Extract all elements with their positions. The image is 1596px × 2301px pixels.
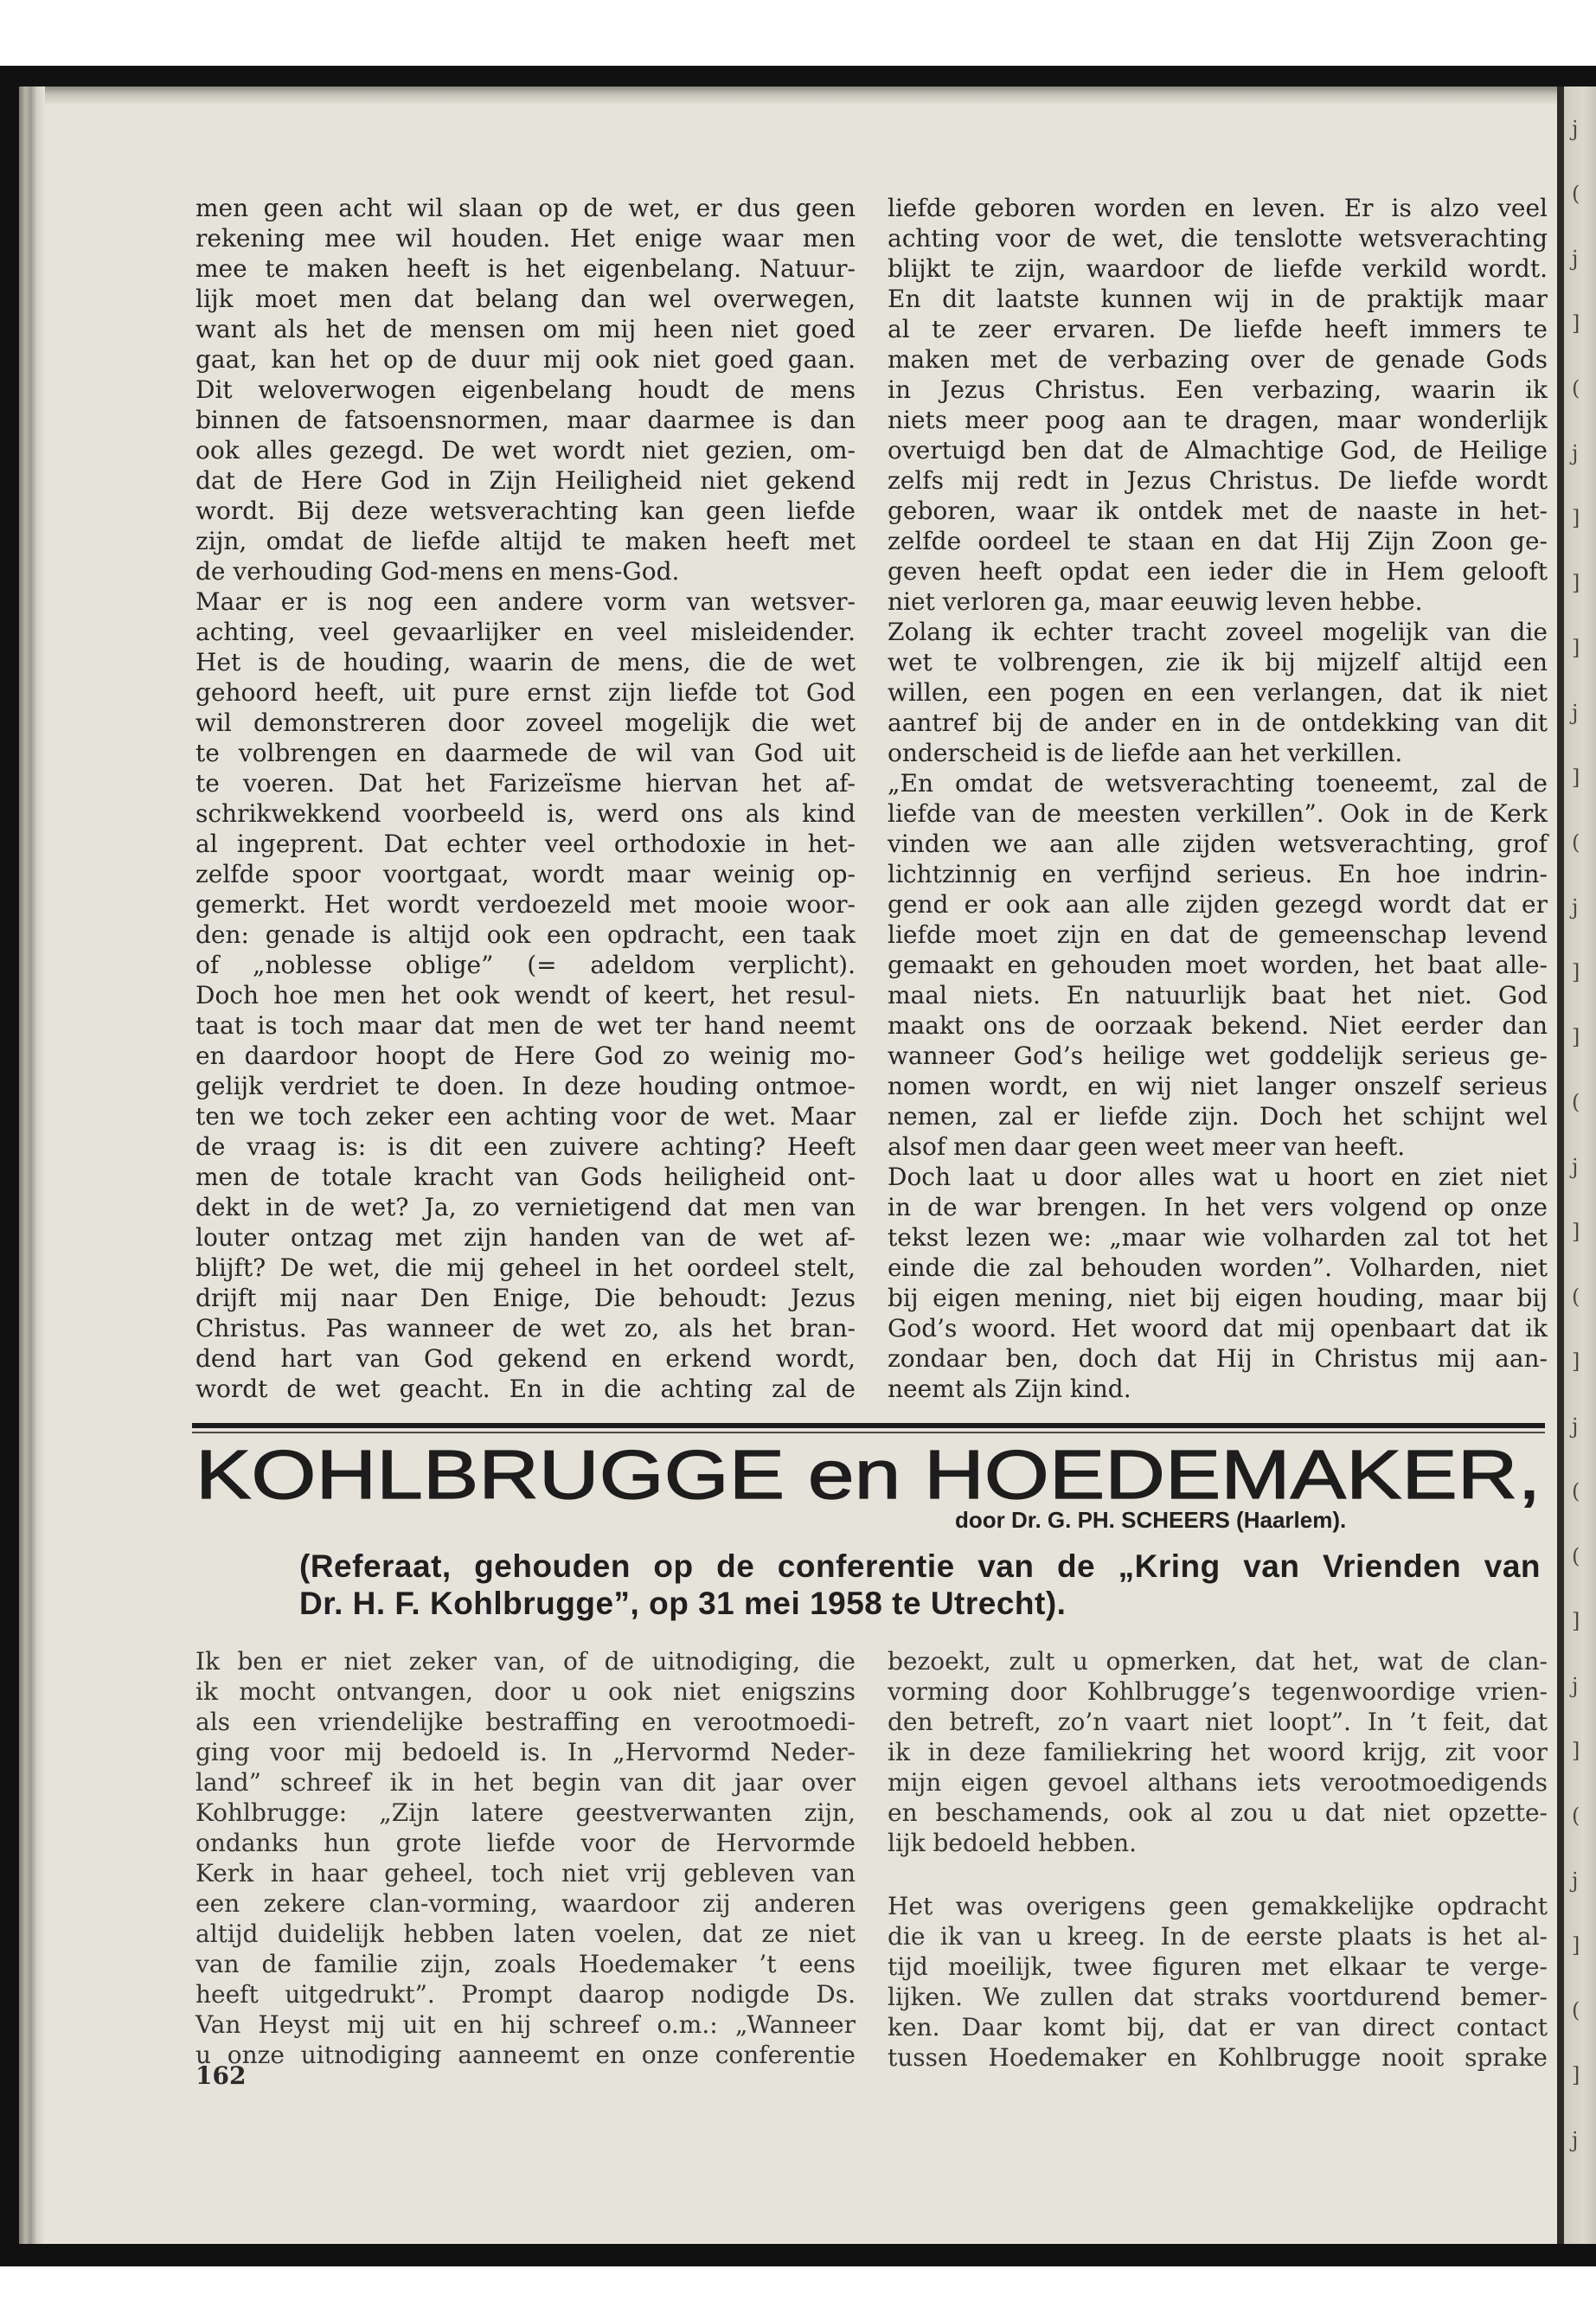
text-line: Christus. Pas wanneer de wet zo, als het bran- — [195, 1314, 856, 1343]
text-line: tekst lezen we: „maar wie volharden zal tot het — [888, 1223, 1548, 1252]
text-line: Maar er is nog een andere vorm van wetsver- — [195, 587, 856, 616]
text-line: zelfde spoor voortgaat, wordt maar weinig op- — [195, 860, 856, 888]
top-right-column — [888, 193, 1548, 1404]
edge-fragment: j — [1572, 117, 1579, 141]
text-line: zelfde oordeel te staan en dat Hij Zijn Zoon ge- — [888, 527, 1548, 555]
edge-fragment: j — [1572, 1674, 1579, 1698]
text-line: en daardoor hoopt de Here God zo weinig mo- — [195, 1042, 856, 1070]
text-line: maken met de verbazing over de genade Gods — [888, 345, 1548, 374]
text-line: vorming door Kohlbrugge’s tegenwoordige vrien- — [888, 1677, 1548, 1706]
text-line: men geen acht wil slaan op de wet, er dus geen — [195, 194, 856, 222]
edge-fragment: ( — [1572, 830, 1580, 855]
article-right-column — [888, 1646, 1548, 2073]
edge-fragment: ] — [1572, 311, 1580, 336]
subtitle-line: (Referaat, gehouden op de conferentie van de „Kring van Vrienden van — [299, 1548, 1541, 1584]
edge-fragment: ( — [1572, 376, 1580, 401]
text-line: ten we toch zeker een achting voor de wet. Maar — [195, 1102, 856, 1131]
edge-fragment: ] — [1572, 1349, 1580, 1374]
edge-fragment: ( — [1572, 1285, 1580, 1309]
text-line: vinden we aan alle zijden wetsverachting, grof — [888, 830, 1548, 858]
text-line: Van Heyst mij uit en hij schreef o.m.: „Wanneer — [195, 2010, 856, 2039]
text-line: al ingeprent. Dat echter veel orthodoxie in het- — [195, 830, 856, 858]
text-line: ik in deze familiekring het woord krijg, zit voor — [888, 1738, 1548, 1766]
text-line: God’s woord. Het woord dat mij openbaart dat ik — [888, 1314, 1548, 1343]
binding-line — [1557, 87, 1564, 2244]
scan-frame-top — [0, 66, 1596, 87]
paragraph — [195, 193, 856, 586]
text-line: men de totale kracht van Gods heiligheid ont- — [195, 1163, 856, 1191]
edge-fragment: ] — [1572, 1739, 1580, 1763]
text-line: rekening mee wil houden. Het enige waar men — [195, 224, 856, 253]
text-line: dekt in de wet? Ja, zo vernietigend dat men van — [195, 1193, 856, 1221]
text-line: zelfs mij redt in Jezus Christus. De liefde wordt — [888, 466, 1548, 495]
text-line: ken. Daar komt bij, dat er van direct contact — [888, 2013, 1548, 2041]
text-line: geboren, waar ik ontdek met de naaste in het- — [888, 497, 1548, 525]
text-line: gemaakt en gehouden moet worden, het baat alle- — [888, 951, 1548, 979]
paragraph — [888, 1646, 1548, 1858]
text-line: lichtzinnig en verfijnd serieus. En hoe indrin- — [888, 860, 1548, 888]
text-line: de vraag is: is dit een zuivere achting? Heeft — [195, 1132, 856, 1161]
edge-fragment: j — [1572, 895, 1579, 920]
text-line: niets meer poog aan te dragen, maar wonderlijk — [888, 406, 1548, 434]
paragraph — [888, 768, 1548, 1162]
text-line: gemerkt. Het wordt verdoezeld met mooie woor- — [195, 890, 856, 919]
paragraph — [195, 586, 856, 1404]
edge-fragment: j — [1572, 247, 1579, 271]
page-edge-top — [19, 87, 1557, 106]
text-line: al te zeer ervaren. De liefde heeft immers te — [888, 315, 1548, 343]
text-line: schrikwekkend voorbeeld is, werd ons als kind — [195, 799, 856, 828]
text-line: maal niets. En natuurlijk baat het niet. God — [888, 981, 1548, 1009]
edge-fragment: ] — [1572, 506, 1580, 530]
text-line: mee te maken heeft is het eigenbelang. Natuur- — [195, 254, 856, 283]
edge-fragment: ] — [1572, 571, 1580, 595]
paragraph — [888, 1891, 1548, 2073]
paragraph — [195, 1646, 856, 2070]
text-line: gaat, kan het op de duur mij ook niet goed gaan. — [195, 345, 856, 374]
text-line: altijd duidelijk hebben laten voelen, dat ze niet — [195, 1920, 856, 1948]
text-line: want als het de mensen om mij heen niet goed — [195, 315, 856, 343]
text-line: liefde van de meesten verkillen”. Ook in de Kerk — [888, 799, 1548, 828]
text-line: aantref bij de ander en in de ontdekking van dit — [888, 708, 1548, 737]
facing-page-edge — [1564, 87, 1596, 2244]
section-rule-thin — [192, 1432, 1545, 1433]
text-line: lijk moet men dat belang dan wel overwegen, — [195, 285, 856, 313]
text-line: gend er ook aan alle zijden gezegd wordt dat er — [888, 890, 1548, 919]
text-line: u onze uitnodiging aanneemt en onze conferentie — [195, 2041, 856, 2069]
text-line: bij eigen mening, niet bij eigen houding, maar bij — [888, 1284, 1548, 1312]
edge-fragment: j — [1572, 441, 1579, 465]
text-line: wanneer God’s heilige wet goddelijk serieus ge- — [888, 1042, 1548, 1070]
edge-fragment: ( — [1572, 182, 1580, 206]
text-line: of „noblesse oblige” (= adeldom verplicht). — [195, 951, 856, 979]
article-left-column — [195, 1646, 856, 2070]
text-line: Doch laat u door alles wat u hoort en ziet niet — [888, 1163, 1548, 1191]
subtitle-line: Dr. H. F. Kohlbrugge”, op 31 mei 1958 te Utrecht). — [299, 1586, 1067, 1621]
edge-fragment: j — [1572, 701, 1579, 725]
text-line: Ik ben er niet zeker van, of de uitnodiging, die — [195, 1647, 856, 1676]
edge-fragment: ] — [1572, 1933, 1580, 1958]
edge-fragment: ] — [1572, 960, 1580, 984]
text-line: en beschamends, ook al zou u dat niet opzette- — [888, 1798, 1548, 1827]
article-headline: KOHLBRUGGE en HOEDEMAKER, — [195, 1436, 1542, 1513]
text-line: blijft? De wet, die mij geheel in het oordeel stelt, — [195, 1253, 856, 1282]
edge-fragment: ( — [1572, 1998, 1580, 2022]
text-line: Dit weloverwogen eigenbelang houdt de mens — [195, 375, 856, 404]
text-line: louter ontzag met zijn handen van de wet af- — [195, 1223, 856, 1252]
text-line: achting, veel gevaarlijker en veel misleidender. — [195, 618, 856, 646]
article-byline: door Dr. G. PH. SCHEERS (Haarlem). — [955, 1507, 1347, 1533]
text-line: wil demonstreren door zoveel mogelijk die wet — [195, 708, 856, 737]
paragraph — [888, 193, 1548, 617]
text-line: geven heeft opdat een ieder die in Hem gelooft — [888, 557, 1548, 586]
text-line: van de familie zijn, zoals Hoedemaker ’t eens — [195, 1950, 856, 1978]
edge-fragment: j — [1572, 1414, 1579, 1439]
text-line: Het is de houding, waarin de mens, die de wet — [195, 648, 856, 676]
edge-fragment: ( — [1572, 1544, 1580, 1568]
text-line: taat is toch maar dat men de wet ter hand neemt — [195, 1011, 856, 1040]
text-line: tijd moeilijk, twee figuren met elkaar te verge- — [888, 1952, 1548, 1981]
text-line: in de war brengen. In het vers volgend op onze — [888, 1193, 1548, 1221]
text-line: den betreft, zo’n vaart niet loopt”. In ’t feit, dat — [888, 1708, 1548, 1736]
text-line: in Jezus Christus. Een verbazing, waarin ik — [888, 375, 1548, 404]
text-line: Kohlbrugge: „Zijn latere geestverwanten zijn, — [195, 1798, 856, 1827]
text-line: land” schreef ik in het begin van dit jaar over — [195, 1768, 856, 1797]
text-line: te volbrengen en daarmede de wil van God uit — [195, 739, 856, 767]
text-line: En dit laatste kunnen wij in de praktijk maar — [888, 285, 1548, 313]
paragraph — [888, 1162, 1548, 1404]
text-line: gelijk verdriet te doen. In deze houding ontmoe- — [195, 1072, 856, 1100]
text-line: ondanks hun grote liefde voor de Hervormde — [195, 1829, 856, 1857]
text-line: die ik van u kreeg. In de eerste plaats is het al- — [888, 1922, 1548, 1951]
text-line: liefde geboren worden en leven. Er is alzo veel — [888, 194, 1548, 222]
edge-fragment: ( — [1572, 1090, 1580, 1114]
page-edge-left — [19, 87, 45, 2244]
edge-fragment: ] — [1572, 1609, 1580, 1633]
paragraph — [888, 617, 1548, 768]
text-line: bezoekt, zult u opmerken, dat het, wat de clan- — [888, 1647, 1548, 1676]
edge-fragment: ( — [1572, 1804, 1580, 1828]
text-line: ging voor mij bedoeld is. In „Hervormd Neder- — [195, 1738, 856, 1766]
edge-fragment: ] — [1572, 766, 1580, 790]
top-left-column — [195, 193, 856, 1404]
scan-frame-bottom — [0, 2244, 1596, 2266]
text-line: mijn eigen gevoel althans iets verootmoedigends — [888, 1768, 1548, 1797]
text-line: niet verloren ga, maar eeuwig leven hebbe. — [888, 587, 1423, 616]
text-line: zijn, omdat de liefde altijd te maken heeft met — [195, 527, 856, 555]
text-line: als een vriendelijke bestraffing en verootmoedi- — [195, 1708, 856, 1736]
text-line: neemt als Zijn kind. — [888, 1375, 1131, 1403]
text-line: wordt. Bij deze wetsverachting kan geen liefde — [195, 497, 856, 525]
text-line: „En omdat de wetsverachting toeneemt, zal de — [888, 769, 1548, 798]
scan-frame-left — [0, 66, 19, 2266]
article-subtitle — [299, 1548, 1541, 1622]
text-line: dat de Here God in Zijn Heiligheid niet gekend — [195, 466, 856, 495]
edge-fragment: ] — [1572, 1025, 1580, 1049]
text-line: ook alles gezegd. De wet wordt niet gezien, om- — [195, 436, 856, 465]
text-line: te voeren. Dat het Farizeïsme hiervan het af- — [195, 769, 856, 798]
text-line: Het was overigens geen gemakkelijke opdracht — [888, 1892, 1548, 1920]
text-line: een zekere clan-vorming, waardoor zij anderen — [195, 1889, 856, 1918]
edge-fragment: ] — [1572, 1220, 1580, 1244]
edge-fragment: ] — [1572, 2063, 1580, 2087]
text-line: onderscheid is de liefde aan het verkillen. — [888, 739, 1403, 767]
edge-fragment: j — [1572, 2128, 1579, 2152]
text-line: dend hart van God gekend en erkend wordt, — [195, 1344, 856, 1373]
text-line: binnen de fatsoensnormen, maar daarmee is dan — [195, 406, 856, 434]
text-line: wordt de wet geacht. En in die achting zal de — [195, 1375, 856, 1403]
text-line: liefde moet zijn en dat de gemeenschap levend — [888, 920, 1548, 949]
text-line: nemen, zal er liefde zijn. Doch het schijnt wel — [888, 1102, 1548, 1131]
text-line: gehoord heeft, uit pure ernst zijn liefde tot God — [195, 678, 856, 707]
section-rule — [192, 1423, 1545, 1428]
text-line: wet te volbrengen, zie ik bij mijzelf altijd een — [888, 648, 1548, 676]
text-line: overtuigd ben dat de Almachtige God, de Heilige — [888, 436, 1548, 465]
text-line: drijft mij naar Den Enige, Die behoudt: Jezus — [195, 1284, 856, 1312]
text-line: einde die zal behouden worden”. Volharden, niet — [888, 1253, 1548, 1282]
page-number: 162 — [195, 2061, 247, 2090]
text-line: lijken. We zullen dat straks voortdurend bemer- — [888, 1983, 1548, 2011]
text-line: nomen wordt, en wij niet langer onszelf serieus — [888, 1072, 1548, 1100]
text-line: den: genade is altijd ook een opdracht, een taak — [195, 920, 856, 949]
edge-fragment: j — [1572, 1868, 1579, 1893]
edge-fragment: ( — [1572, 1479, 1580, 1503]
text-line: blijkt te zijn, waardoor de liefde verkild wordt. — [888, 254, 1548, 283]
text-line: tussen Hoedemaker en Kohlbrugge nooit sprake — [888, 2043, 1548, 2072]
text-line: Kerk in haar geheel, toch niet vrij gebleven van — [195, 1859, 856, 1888]
text-line: Zolang ik echter tracht zoveel mogelijk van die — [888, 618, 1548, 646]
text-line: alsof men daar geen weet meer van heeft. — [888, 1132, 1406, 1161]
text-line: maakt ons de oorzaak bekend. Niet eerder dan — [888, 1011, 1548, 1040]
text-line: Doch hoe men het ook wendt of keert, het resul- — [195, 981, 856, 1009]
edge-fragment: ] — [1572, 636, 1580, 660]
text-line: zondaar ben, doch dat Hij in Christus mij aan- — [888, 1344, 1548, 1373]
text-line: heeft uitgedrukt”. Prompt daarop nodigde Ds. — [195, 1980, 856, 2009]
text-line: ik mocht ontvangen, door u ook niet enigszins — [195, 1677, 856, 1706]
edge-fragment: j — [1572, 1155, 1579, 1179]
text-line: achting voor de wet, die tenslotte wetsverachting — [888, 224, 1548, 253]
text-line: de verhouding God-mens en mens-God. — [195, 557, 680, 586]
text-line: willen, een pogen en een verlangen, dat ik niet — [888, 678, 1548, 707]
text-line: lijk bedoeld hebben. — [888, 1829, 1138, 1857]
